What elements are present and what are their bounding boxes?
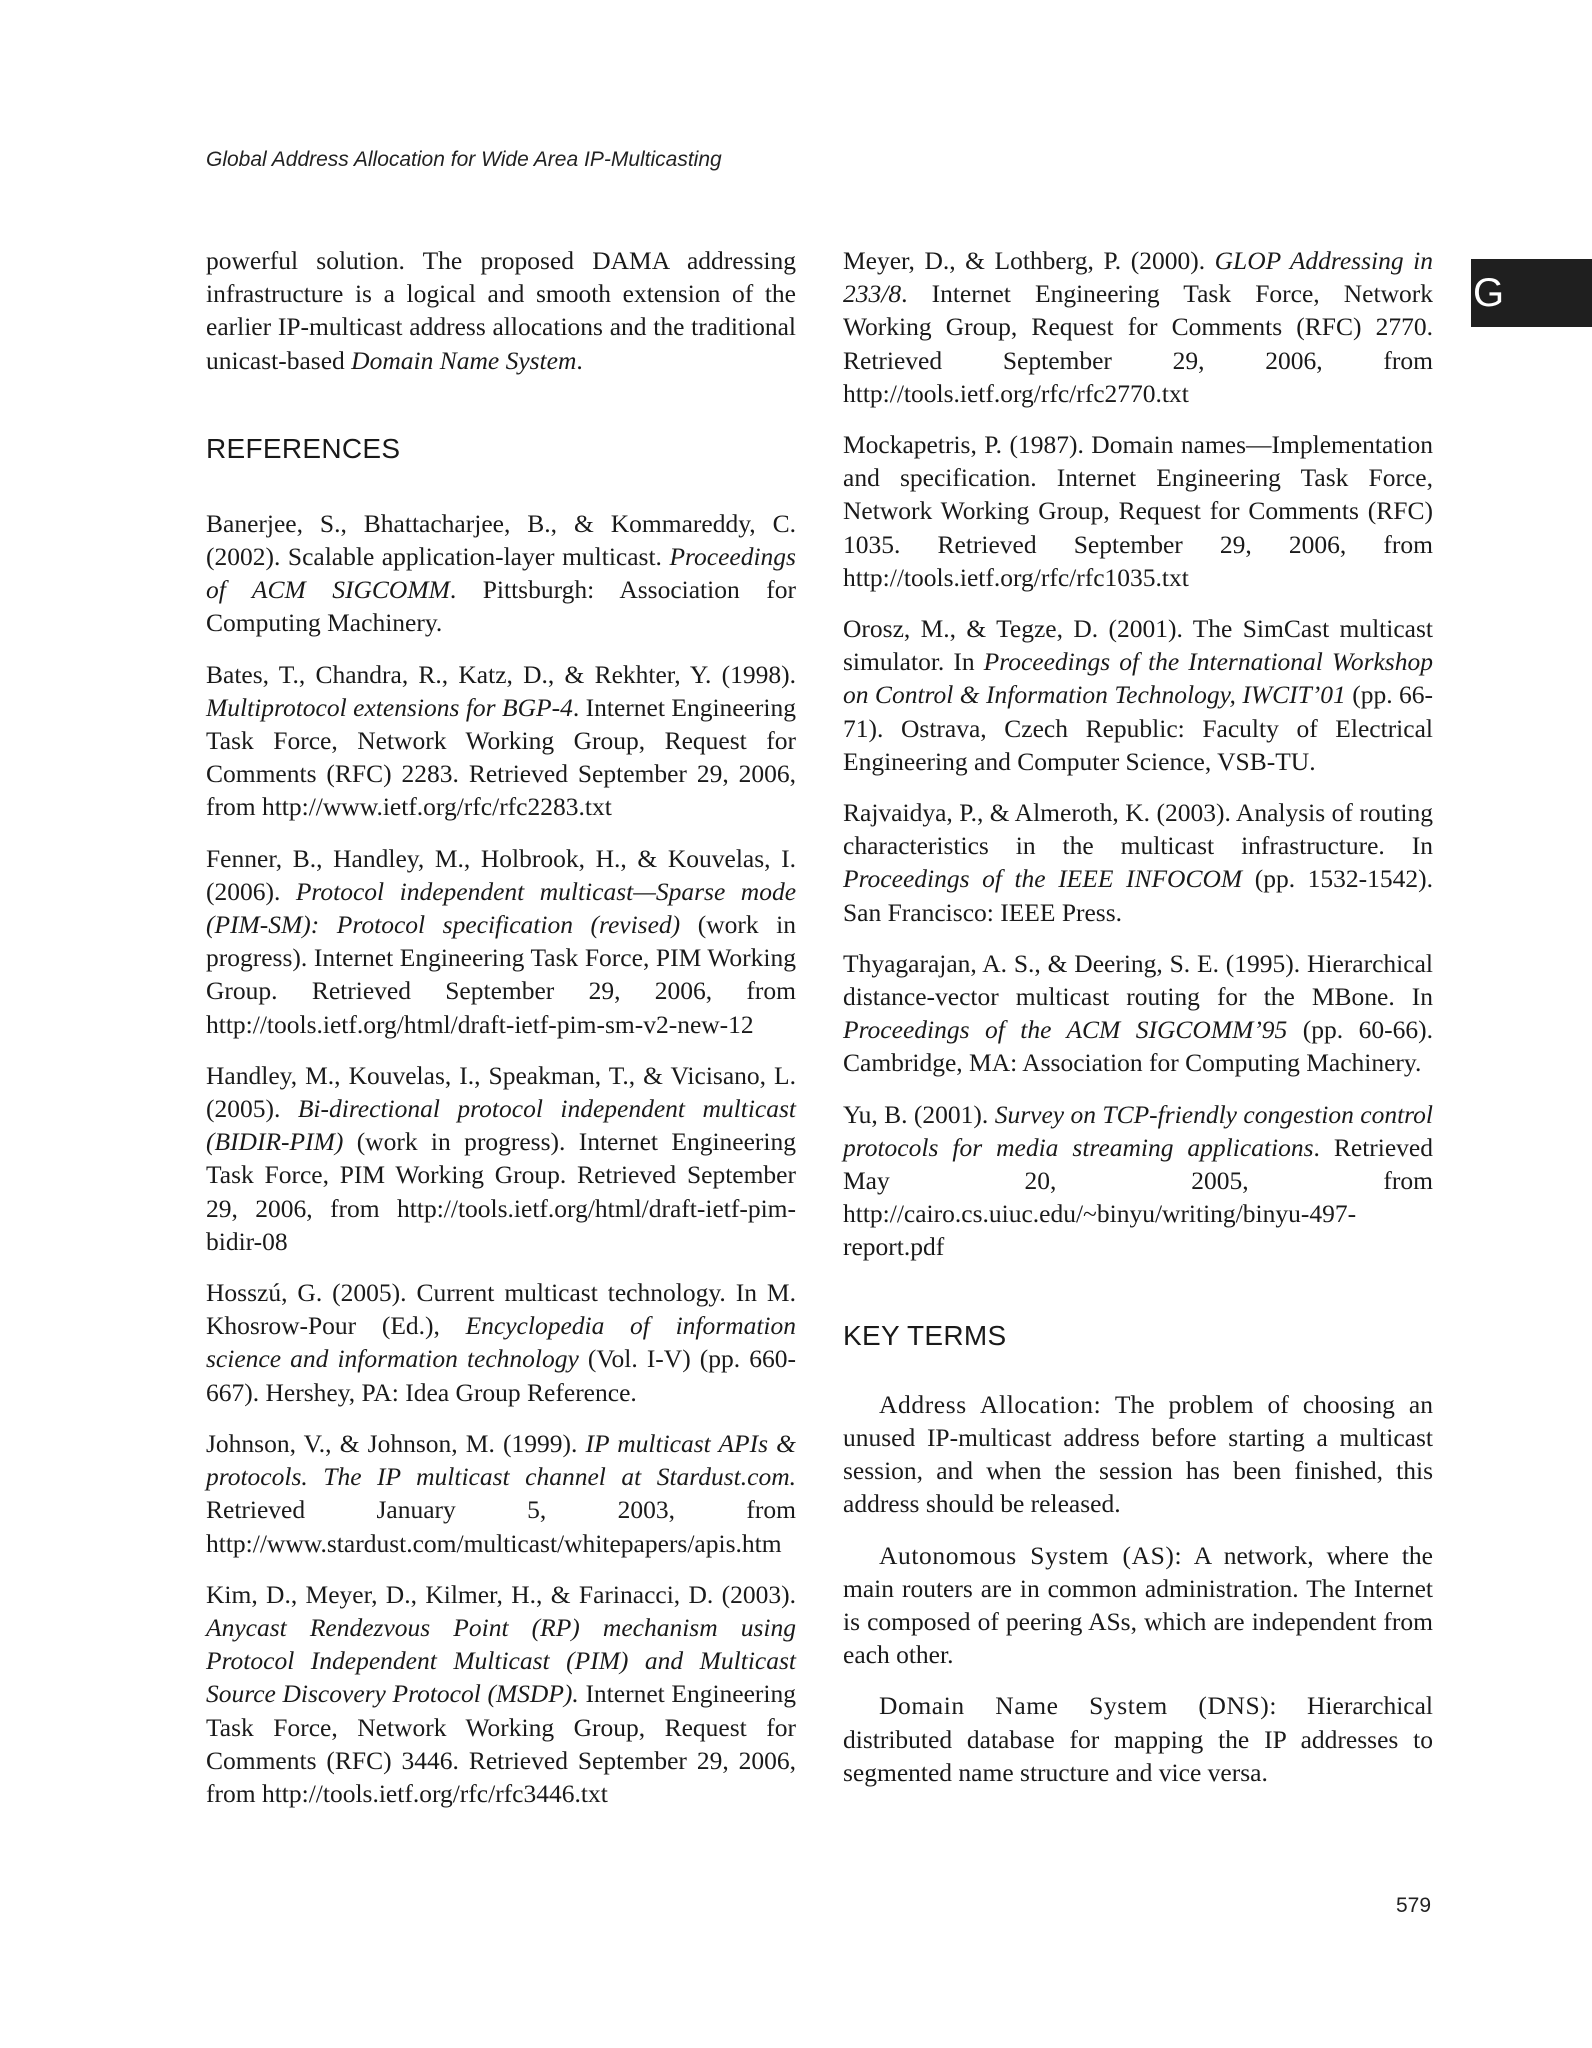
section-thumb-tab — [1471, 259, 1592, 327]
reference-text: (Vol. I-V) (pp. 660-667). Hershey, PA: Idea Group Reference. — [206, 1344, 796, 1407]
reference-text: Rajvaidya, P., & Almeroth, K. (2003). Analysis of routing characteristics in the multicast infrastructure. In — [843, 798, 1433, 861]
reference-text: Orosz, M., & Tegze, D. (2001). The SimCast multicast simulator. In — [843, 614, 1433, 677]
reference-text: Survey on TCP-friendly congestion control protocols for media streaming applications — [843, 1099, 1433, 1162]
reference-text: Internet Engineering Task Force, Network Working Group, Request for Comments (RFC) 3446. Retrieved September 29, 2006, from http://tools.ietf.org/rfc/rfc3446.txt — [206, 1679, 796, 1808]
reference-entry — [843, 947, 1433, 1080]
key-term-label: Domain Name System (DNS): — [879, 1691, 1278, 1721]
reference-text: (work in progress). Internet Engineering Task Force, PIM Working Group. Retrieved September 29, 2006, from http://tools.ietf.org/html/draft-ietf-pim-bidir-08 — [206, 1127, 796, 1256]
reference-text: Bi-directional protocol independent multicast (BIDIR-PIM) — [206, 1094, 796, 1157]
reference-text: Anycast Rendezvous Point (RP) mechanism using Protocol Independent Multicast (PIM) and Multicast Source Discovery Protocol (MSDP). — [206, 1612, 796, 1709]
reference-entry — [843, 612, 1433, 778]
reference-text: Thyagarajan, A. S., & Deering, S. E. (1995). Hierarchical distance-vector multicast routing for the MBone. In — [843, 948, 1433, 1012]
references-heading: REFERENCES — [206, 432, 401, 464]
running-head: Global Address Allocation for Wide Area IP-Multicasting — [206, 148, 722, 171]
intro-text-1: powerful solution. The proposed DAMA addressing infrastructure is a logical and smooth extension of the earlier IP-multicast address allocations and the traditional unicast-based — [206, 246, 796, 375]
key-terms-list — [843, 1388, 1433, 1789]
reference-entry — [843, 244, 1433, 410]
reference-text: (pp. 60-66). Cambridge, MA: Association for Computing Machinery. — [843, 1015, 1433, 1078]
reference-text: (pp. 66-71). Ostrava, Czech Republic: Faculty of Electrical Engineering and Computer Science, VSB-TU. — [843, 680, 1433, 776]
reference-text: Protocol independent multicast—Sparse mode (PIM-SM): Protocol specification (revised) — [206, 876, 797, 940]
key-term-entry — [843, 1388, 1433, 1521]
reference-text: (pp. 1532-1542). San Francisco: IEEE Press. — [843, 864, 1433, 927]
intro-text-2: Domain Name System — [351, 345, 577, 375]
reference-text: Kim, D., Meyer, D., Kilmer, H., & Farinacci, D. (2003). — [206, 1579, 796, 1609]
reference-entry — [206, 1427, 796, 1560]
reference-entry — [843, 1098, 1433, 1264]
page-number: 579 — [1396, 1894, 1432, 1917]
key-term-label: Autonomous System (AS): — [879, 1540, 1183, 1570]
reference-text: Johnson, V., & Johnson, M. (1999). — [206, 1428, 586, 1458]
references-list-right — [843, 244, 1433, 1264]
intro-paragraph — [206, 244, 796, 377]
reference-entry — [843, 796, 1433, 929]
reference-text: Proceedings of ACM SIGCOMM — [206, 542, 796, 605]
left-column — [206, 244, 796, 1828]
key-term-definition: A network, where the main routers are in common administration. The Internet is composed of peering ASs, which are independent from each other. — [843, 1540, 1433, 1670]
intro-text-3: . — [576, 345, 583, 375]
reference-text: IP multicast APIs & protocols. The IP multicast channel at Stardust.com. — [206, 1428, 796, 1492]
reference-text: Yu, B. (2001). — [843, 1099, 995, 1129]
reference-text: (work in progress). Internet Engineering Task Force, PIM Working Group. Retrieved September 29, 2006, from http://tools.ietf.org/html/draft-ietf-pim-sm-v2-new-12 — [206, 910, 796, 1039]
key-term-definition: The problem of choosing an unused IP-multicast address before starting a multicast session, and when the session has been finished, this address should be released. — [843, 1389, 1433, 1519]
key-term-entry — [843, 1689, 1433, 1789]
reference-text: Multiprotocol extensions for BGP-4 — [206, 692, 573, 722]
key-term-label: Address Allocation: — [879, 1389, 1102, 1419]
reference-text: Retrieved January 5, 2003, from http://www.stardust.com/multicast/whitepapers/apis.htm — [206, 1495, 796, 1558]
reference-text: Meyer, D., & Lothberg, P. (2000). — [843, 246, 1215, 275]
thumb-tab-letter: G — [1473, 270, 1505, 315]
reference-text: Proceedings of the International Workshop on Control & Information Technology, IWCIT’01 — [843, 647, 1433, 710]
reference-entry — [206, 658, 796, 824]
key-term-definition: Hierarchical distributed database for mapping the IP addresses to segmented name structure and vice versa. — [843, 1691, 1434, 1787]
reference-text: Handley, M., Kouvelas, I., Speakman, T., & Vicisano, L. (2005). — [206, 1060, 796, 1124]
reference-entry — [206, 507, 796, 640]
reference-entry — [206, 1276, 796, 1409]
references-list-left — [206, 507, 796, 1810]
reference-text: . Pittsburgh: Association for Computing Machinery. — [206, 575, 796, 638]
key-terms-heading: KEY TERMS — [843, 1319, 1007, 1351]
reference-text: GLOP Addressing in 233/8 — [843, 246, 1433, 309]
reference-text: Fenner, B., Handley, M., Holbrook, H., & Kouvelas, I. (2006). — [206, 843, 796, 906]
reference-text: Bates, T., Chandra, R., Katz, D., & Rekhter, Y. (1998). — [206, 659, 796, 689]
right-column — [843, 244, 1433, 1807]
reference-entry — [206, 1059, 796, 1258]
reference-text: Banerjee, S., Bhattacharjee, B., & Kommareddy, C. (2002). Scalable application-layer multicast. — [206, 508, 796, 572]
reference-text: Encyclopedia of information science and information technology — [206, 1311, 796, 1374]
reference-entry — [843, 428, 1433, 594]
reference-text: . Internet Engineering Task Force, Network Working Group, Request for Comments (RFC) 2283. Retrieved September 29, 2006, from http://www.ietf.org/rfc/rfc2283.txt — [206, 692, 796, 822]
reference-text: . Retrieved May 20, 2005, from http://cairo.cs.uiuc.edu/~binyu/writing/binyu-497-report.pdf — [843, 1132, 1433, 1262]
reference-text: Proceedings of the ACM SIGCOMM’95 — [843, 1015, 1288, 1045]
reference-entry — [206, 842, 796, 1041]
reference-text: Proceedings of the IEEE INFOCOM — [843, 864, 1243, 894]
reference-text: Mockapetris, P. (1987). Domain names—Implementation and specification. Internet Engineering Task Force, Network Working Group, Request for Comments (RFC) 1035. Retrieved September 29, 2006, from http://tools.ietf.org/rfc/rfc1035.txt — [843, 430, 1433, 592]
reference-text: Hosszú, G. (2005). Current multicast technology. In M. Khosrow-Pour (Ed.), — [206, 1278, 796, 1341]
reference-text: . Internet Engineering Task Force, Network Working Group, Request for Comments (RFC) 2770. Retrieved September 29, 2006, from http://tools.ietf.org/rfc/rfc2770.txt — [843, 279, 1433, 408]
reference-entry — [206, 1578, 796, 1810]
key-term-entry — [843, 1539, 1433, 1672]
